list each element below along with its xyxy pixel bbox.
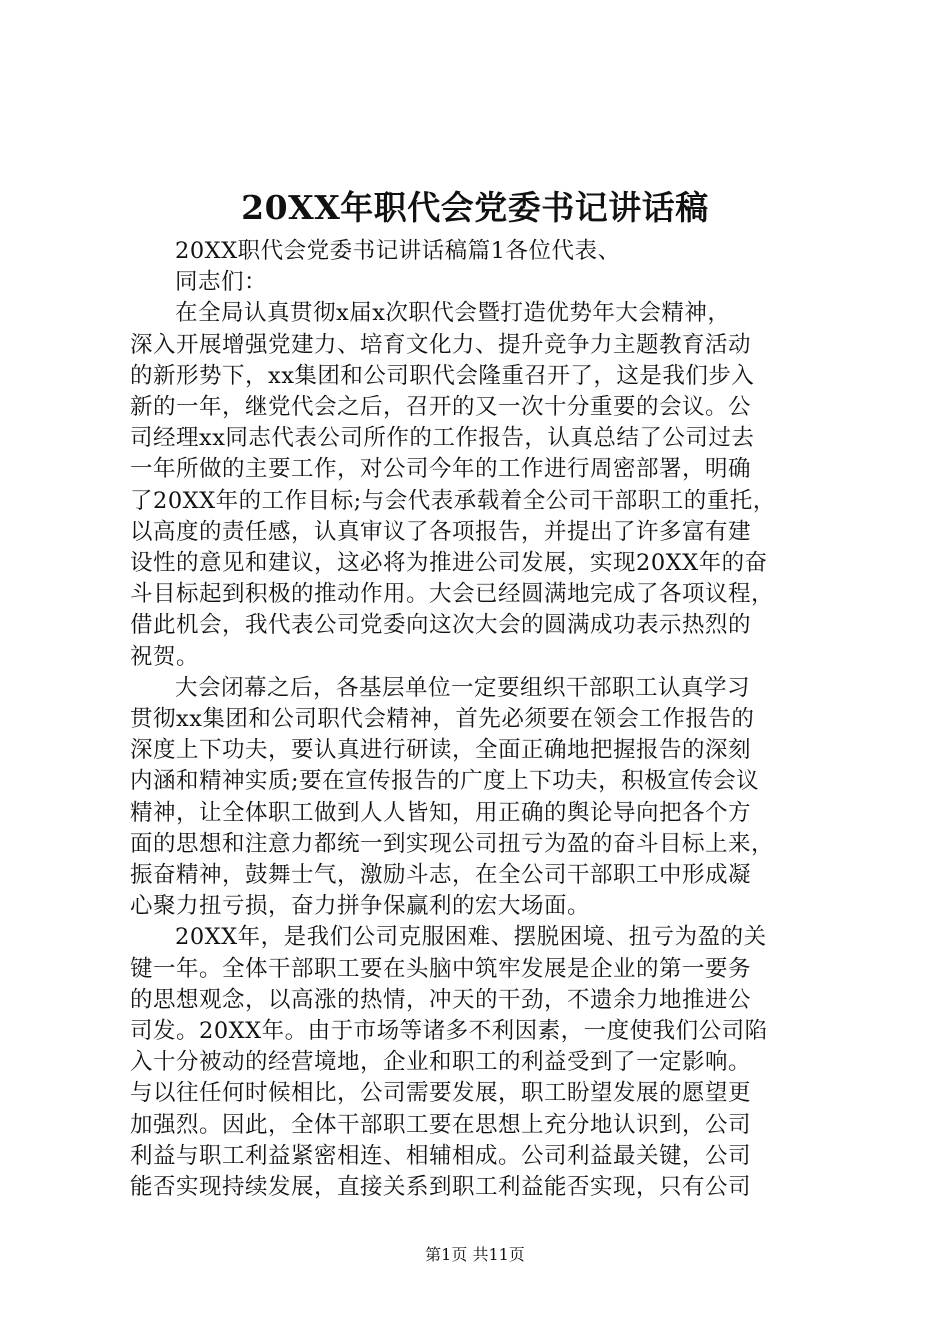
text-line: 同志们： [175, 269, 268, 296]
text-line: 借此机会，我代表公司党委向这次大会的圆满成功表示热烈的 [130, 612, 752, 639]
text-line: 司经理xx同志代表公司所作的工作报告，认真总结了公司过去 [130, 425, 755, 452]
document-body [130, 236, 830, 1203]
text-line: 司发。20XX年。由于市场等诸多不利因素，一度使我们公司陷 [130, 1018, 768, 1045]
text-line: 设性的意见和建议，这必将为推进公司发展，实现20XX年的奋 [130, 550, 768, 577]
text-line: 深入开展增强党建力、培育文化力、提升竞争力主题教育活动 [130, 331, 752, 358]
text-line: 在全局认真贯彻x届x次职代会暨打造优势年大会精神， [175, 300, 731, 327]
text-line: 键一年。全体干部职工要在头脑中筑牢发展是企业的第一要务 [130, 955, 752, 982]
page-number-footer: 第1页 共11页 [425, 1245, 525, 1264]
text-line: 20XX年，是我们公司克服困难、摆脱困境、扭亏为盈的关 [175, 924, 767, 951]
text-line: 精神，让全体职工做到人人皆知，用正确的舆论导向把各个方 [130, 799, 752, 826]
text-line: 的新形势下，xx集团和公司职代会隆重召开了，这是我们步入 [130, 362, 755, 389]
text-line: 心聚力扭亏损，奋力拼争保赢利的宏大场面。 [130, 893, 591, 920]
text-line: 加强烈。因此，全体干部职工要在思想上充分地认识到，公司 [130, 1111, 752, 1138]
text-line: 入十分被动的经营境地，企业和职工的利益受到了一定影响。 [130, 1049, 752, 1076]
text-line: 祝贺。 [130, 643, 200, 670]
text-line: 以高度的责任感，认真审议了各项报告，并提出了许多富有建 [130, 518, 752, 545]
text-line: 了20XX年的工作目标;与会代表承载着全公司干部职工的重托， [130, 487, 776, 514]
text-line: 面的思想和注意力都统一到实现公司扭亏为盈的奋斗目标上来， [130, 830, 775, 857]
text-line: 能否实现持续发展，直接关系到职工利益能否实现，只有公司 [130, 1174, 752, 1201]
text-line: 斗目标起到积极的推动作用。大会已经圆满地完成了各项议程， [130, 581, 775, 608]
text-line: 一年所做的主要工作，对公司今年的工作进行周密部署，明确 [130, 456, 752, 483]
document-title: 20XX年职代会党委书记讲话稿 [241, 188, 709, 227]
text-line: 振奋精神，鼓舞士气，激励斗志，在全公司干部职工中形成凝 [130, 862, 752, 889]
text-line: 利益与职工利益紧密相连、相辅相成。公司利益最关键，公司 [130, 1142, 752, 1169]
text-line: 与以往任何时候相比，公司需要发展，职工盼望发展的愿望更 [130, 1080, 752, 1107]
text-line: 深度上下功夫，要认真进行研读，全面正确地把握报告的深刻 [130, 737, 752, 764]
text-line: 新的一年，继党代会之后，召开的又一次十分重要的会议。公 [130, 394, 752, 421]
text-line: 内涵和精神实质;要在宣传报告的广度上下功夫，积极宣传会议 [130, 768, 760, 795]
text-line: 贯彻xx集团和公司职代会精神，首先必须要在领会工作报告的 [130, 706, 755, 733]
text-line: 20XX职代会党委书记讲话稿篇1各位代表、 [175, 238, 621, 264]
text-line: 大会闭幕之后，各基层单位一定要组织干部职工认真学习 [175, 674, 751, 701]
text-line: 的思想观念，以高涨的热情，冲天的干劲，不遗余力地推进公 [130, 986, 752, 1013]
